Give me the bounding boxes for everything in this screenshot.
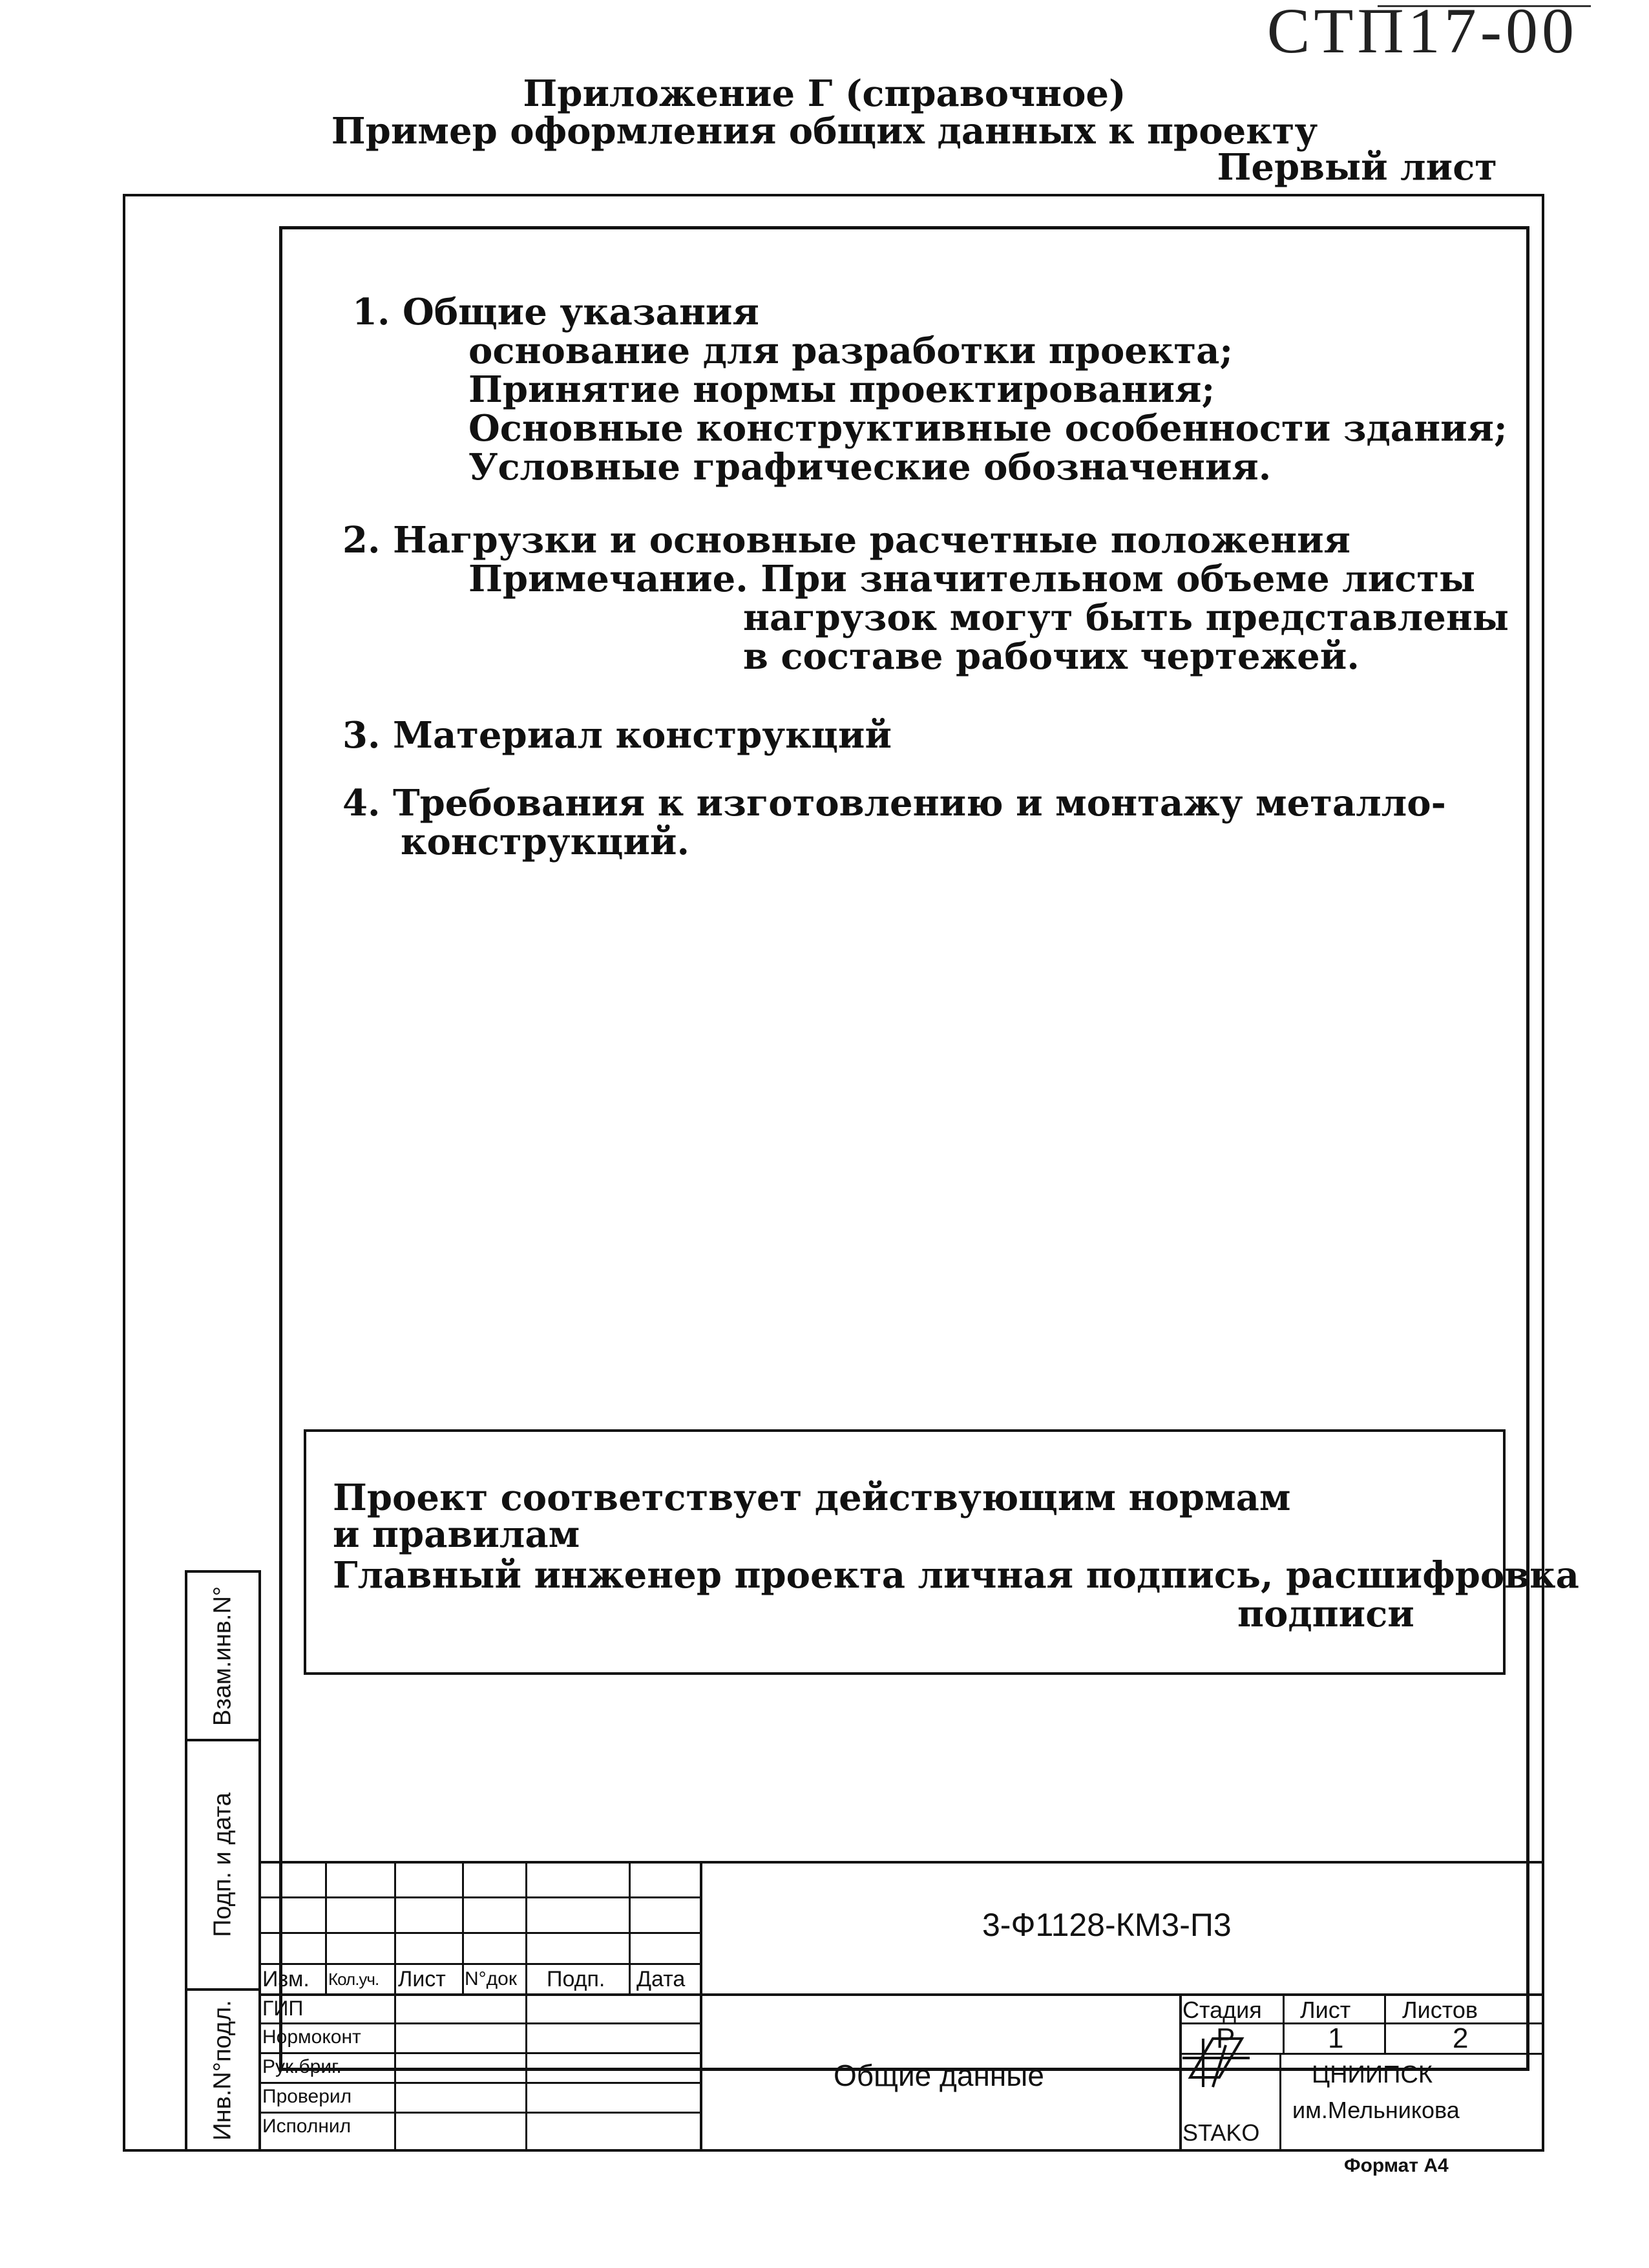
sheets-header: Листов <box>1402 1997 1478 2023</box>
document-designation: 3-Ф1128-КМ3-П3 <box>982 1907 1232 1943</box>
tb-header: Подп. <box>547 1967 605 1991</box>
approval-line: и правилам <box>333 1513 580 1556</box>
tb-header: Изм. <box>262 1967 310 1991</box>
section-2-heading: 2. Нагрузки и основные расчетные положения <box>342 519 1351 562</box>
format-label: Формат А4 <box>1344 2155 1449 2176</box>
tb-header: Дата <box>636 1967 686 1991</box>
section-2-note: в составе рабочих чертежей. <box>743 635 1360 678</box>
side-strip-replace-inv <box>185 1570 261 1741</box>
section-4-heading: 4. Требования к изготовлению и монтажу металло- <box>342 782 1446 824</box>
approval-line: Проект соответствует действующим нормам <box>333 1476 1291 1519</box>
stage-header: Стадия <box>1182 1997 1262 2023</box>
document-code: СТП17-00 <box>1266 0 1578 67</box>
organization-name: ЦНИИПСК <box>1312 2061 1433 2088</box>
approval-line: Главный инженер проекта личная подпись, расшифровка <box>333 1554 1579 1597</box>
tb-role: Исполнил <box>262 2116 352 2137</box>
tb-role: Нормоконт <box>262 2026 361 2048</box>
inner-frame <box>279 226 1529 2071</box>
organization-name: им.Мельникова <box>1292 2097 1460 2123</box>
tb-role: ГИП <box>262 1997 304 2020</box>
section-3-heading: 3. Материал конструкций <box>342 714 892 757</box>
tb-role: Проверил <box>262 2086 352 2107</box>
tb-header: Лист <box>398 1967 446 1991</box>
section-1-heading: 1. Общие указания <box>352 291 759 333</box>
sheet-label: Первый лист <box>1217 146 1497 189</box>
side-label: Подп. и дата <box>209 1792 236 1937</box>
approval-line: подписи <box>1237 1593 1414 1635</box>
section-2-note: Примечание. При значительном объеме листы <box>468 558 1476 600</box>
appendix-title: Приложение Г (справочное) <box>523 72 1126 115</box>
section-2-note: нагрузок могут быть представлены <box>743 596 1509 639</box>
tb-header: N°док <box>465 1968 517 1990</box>
tb-role: Рук.бриг. <box>262 2056 342 2077</box>
side-label: Инв.N°подл. <box>209 1999 236 2141</box>
appendix-subtitle: Пример оформления общих данных к проекту <box>331 110 1318 152</box>
section-1-item: Принятие нормы проектирования; <box>468 368 1215 411</box>
side-strip-inv-orig <box>185 1988 261 2152</box>
stako-logo-icon <box>1177 2032 1255 2094</box>
section-1-item: основание для разработки проекта; <box>468 330 1234 372</box>
side-label: Взам.инв.N° <box>209 1586 236 1726</box>
sheets-value: 2 <box>1453 2022 1469 2054</box>
sheet-value: 1 <box>1328 2022 1344 2054</box>
logo-text: STAKO <box>1182 2119 1260 2146</box>
document-name: Общие данные <box>834 2059 1044 2092</box>
side-strip-sign-date <box>185 1739 261 1991</box>
stage-value: Р <box>1216 2022 1235 2054</box>
tb-header: Кол.уч. <box>328 1969 379 1989</box>
sheet-header: Лист <box>1300 1997 1351 2023</box>
section-1-item: Условные графические обозначения. <box>468 446 1272 488</box>
section-1-item: Основные конструктивные особенности здания; <box>468 407 1507 450</box>
section-4-heading-cont: конструкций. <box>401 821 689 863</box>
title-block <box>258 1861 1544 2152</box>
